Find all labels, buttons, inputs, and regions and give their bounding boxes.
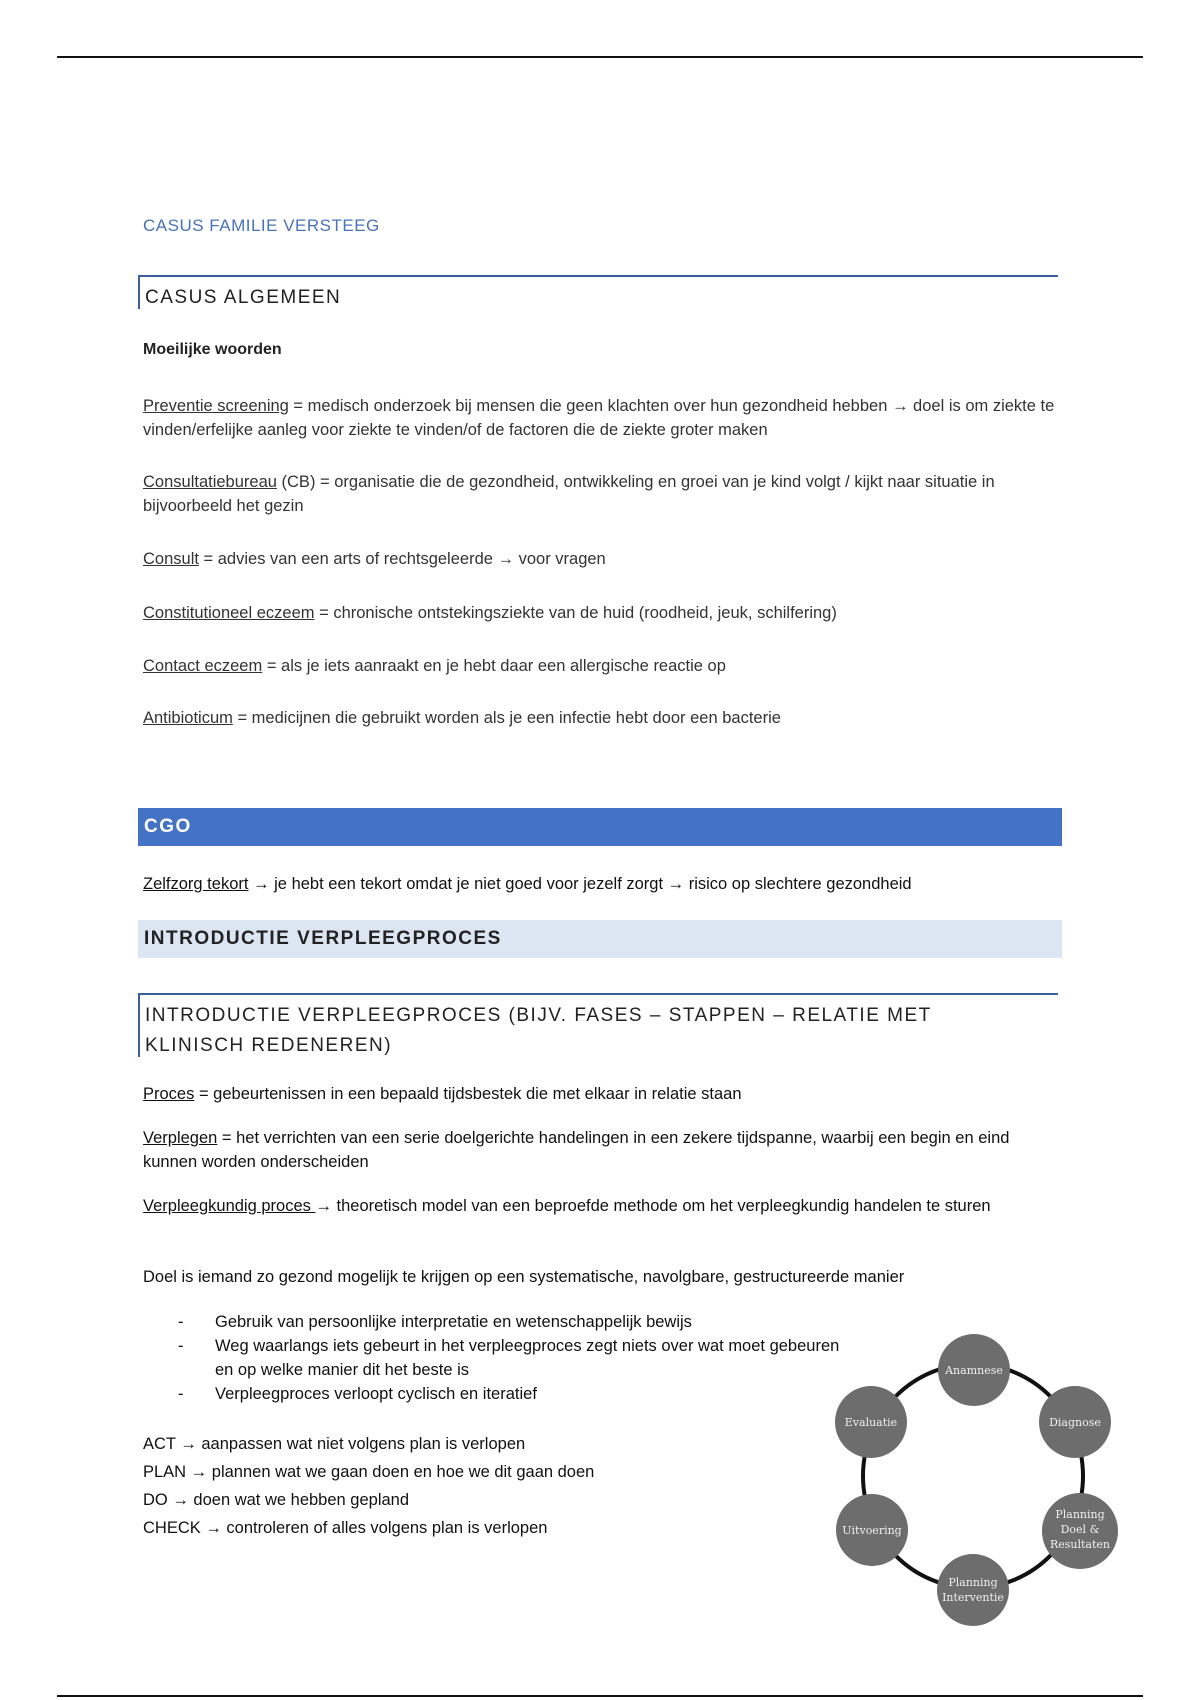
cycle-node-diagnose (1039, 1386, 1111, 1458)
pdca-act: ACT → aanpassen wat niet volgens plan is verlopen (143, 1435, 526, 1453)
definition-verpleegkundig-proces (143, 1194, 1063, 1218)
definition-proces (143, 1082, 1063, 1106)
node-label: Resultaten (1049, 1538, 1111, 1551)
list-item-text: Weg waarlangs iets gebeurt in het verpleegproces zegt niets over wat moet gebeuren en op welke manier dit het beste is (215, 1337, 840, 1379)
footer-rule (57, 1695, 1143, 1697)
term: Zelfzorg tekort (143, 875, 249, 893)
subheading-moeilijke-woorden: Moeilijke woorden (143, 341, 282, 358)
definition-preventie-screening (143, 394, 1063, 442)
cycle-node-planning-interventie (937, 1554, 1009, 1626)
cycle-node-anamnese (938, 1334, 1010, 1406)
definition-contact-eczeem (143, 654, 1063, 678)
node-label: Planning (1055, 1508, 1105, 1521)
definition-verplegen (143, 1126, 1063, 1174)
term: Proces (143, 1085, 195, 1103)
term: Consult (143, 550, 199, 568)
node-label: Evaluatie (844, 1416, 898, 1429)
definition-text: = medisch onderzoek bij mensen die geen klachten over hun gezondheid hebben → doel is om ziekte te vinden/erfelijke aanleg voor ziekte te vinden/of de factoren die de ziekte groter maken (143, 397, 1055, 439)
subsection-heading-introductie (138, 993, 1058, 1057)
node-label: Diagnose (1049, 1416, 1101, 1429)
node-label: Uitvoering (842, 1524, 902, 1537)
definition-constitutioneel-eczeem (143, 601, 1063, 625)
term: Verpleegkundig proces (143, 1197, 316, 1215)
section-heading-text: CGO (144, 816, 192, 837)
header-rule (57, 56, 1143, 58)
list-item-text: Gebruik van persoonlijke interpretatie en wetenschappelijk bewijs (215, 1313, 692, 1331)
node-label: Interventie (942, 1591, 1004, 1604)
definition-text: (CB) = organisatie die de gezondheid, ontwikkeling en groei van je kind volgt / kijkt naar situatie in bijvoorbeeld het gezin (143, 473, 995, 515)
pdca-do: DO → doen wat we hebben gepland (143, 1491, 410, 1509)
list-item-text: Verpleegproces verloopt cyclisch en iteratief (215, 1385, 537, 1403)
section-heading-text: CASUS ALGEMEEN (145, 287, 342, 308)
definition-text: = medicijnen die gebruikt worden als je een infectie hebt door een bacterie (232, 709, 781, 727)
definition-text: → theoretisch model van een beproefde methode om het verpleegkundig handelen te sturen (315, 1197, 991, 1215)
node-label: Planning (948, 1576, 998, 1589)
bullet-list (178, 1310, 858, 1406)
pdca-check: CHECK → controleren of alles volgens plan is verlopen (143, 1519, 548, 1537)
section-heading-introductie (138, 920, 1062, 958)
node-label: Doel & (1060, 1523, 1100, 1536)
node-label: Anamnese (945, 1364, 1003, 1377)
definition-text: → je hebt een tekort omdat je niet goed voor jezelf zorgt → risico op slechtere gezondheid (248, 875, 912, 893)
definition-text: = advies van een arts of rechtsgeleerde → voor vragen (198, 550, 606, 568)
nursing-process-cycle-diagram (830, 1328, 1130, 1628)
term: Constitutioneel eczeem (143, 604, 315, 622)
definition-antibioticum (143, 706, 1063, 730)
definition-consult (143, 547, 1063, 571)
cycle-node-uitvoering (836, 1494, 908, 1566)
definition-zelfzorg-tekort (143, 872, 1063, 896)
term: Contact eczeem (143, 657, 263, 675)
definition-text: = chronische ontstekingsziekte van de huid (roodheid, jeuk, schilfering) (314, 604, 837, 622)
cycle-node-planning-doel (1042, 1493, 1118, 1569)
document-title: CASUS FAMILIE VERSTEEG (143, 216, 380, 235)
cycle-node-evaluatie (835, 1386, 907, 1458)
dash-bullet: - (178, 1337, 184, 1355)
pdca-plan: PLAN → plannen wat we gaan doen en hoe we dit gaan doen (143, 1463, 595, 1481)
dash-bullet: - (178, 1313, 184, 1331)
definition-text: = het verrichten van een serie doelgerichte handelingen in een zekere tijdspanne, waarbij een begin en eind kunnen worden onderscheiden (143, 1129, 1010, 1171)
list-item (178, 1334, 858, 1382)
list-item (178, 1382, 858, 1406)
term: Preventie screening (143, 397, 289, 415)
term: Consultatiebureau (143, 473, 277, 491)
definition-text: = gebeurtenissen in een bepaald tijdsbestek die met elkaar in relatie staan (194, 1085, 742, 1103)
section-heading-text: INTRODUCTIE VERPLEEGPROCES (144, 928, 502, 949)
term: Antibioticum (143, 709, 233, 727)
pdca-list (143, 1430, 594, 1542)
goal-text: Doel is iemand zo gezond mogelijk te krijgen op een systematische, navolgbare, gestructureerde manier (143, 1268, 905, 1286)
section-heading-cgo (138, 808, 1062, 846)
term: Verplegen (143, 1129, 218, 1147)
list-item (178, 1310, 858, 1334)
dash-bullet: - (178, 1385, 184, 1403)
section-heading-casus-algemeen (138, 275, 1058, 309)
subsection-heading-text: INTRODUCTIE VERPLEEGPROCES (BIJV. FASES – STAPPEN – RELATIE MET KLINISCH REDENEREN) (145, 1005, 932, 1056)
definition-consultatiebureau (143, 470, 1063, 518)
definition-text: = als je iets aanraakt en je hebt daar een allergische reactie op (262, 657, 726, 675)
